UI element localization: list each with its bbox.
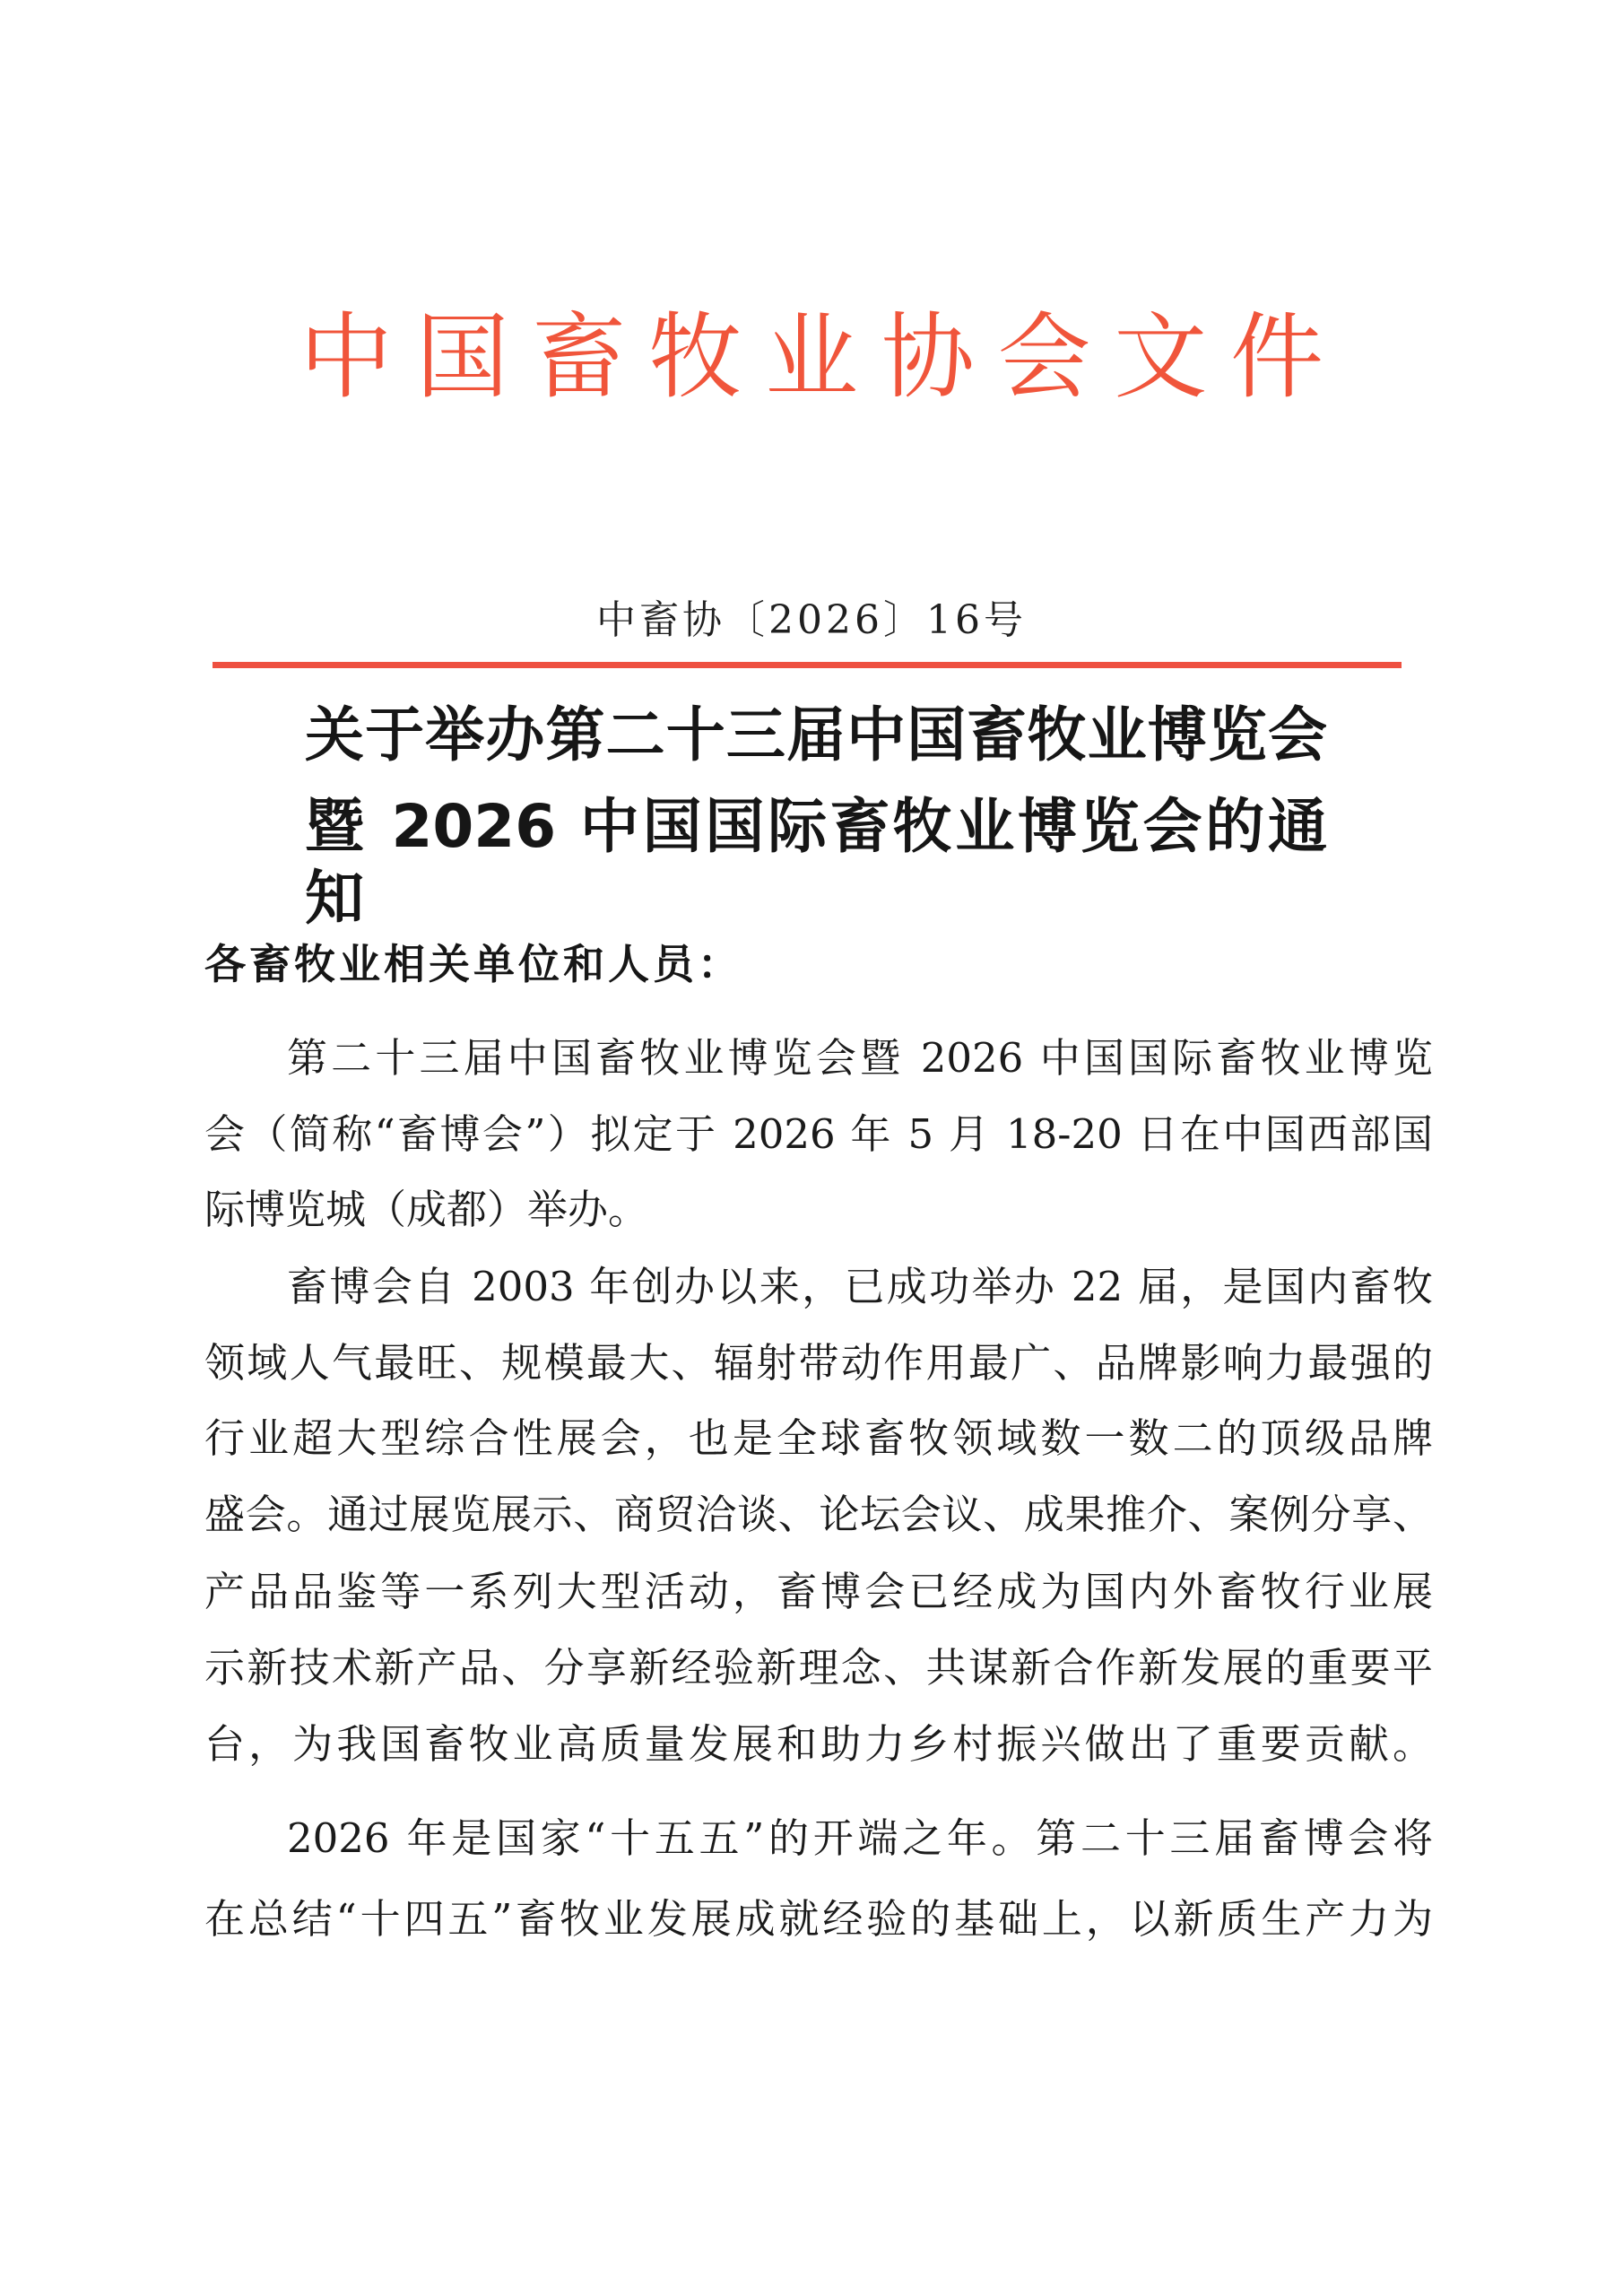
masthead-char: 业 [764,302,858,412]
document-masthead [296,301,1327,413]
masthead-char: 文 [1114,302,1208,412]
paragraph-2-line: 盛会。通过展览展示、商贸洽谈、论坛会议、成果推介、案例分享、 [204,1491,1433,1538]
paragraph-2-line: 台，为我国畜牧业高质量发展和助力乡村振兴做出了重要贡献。 [204,1720,1433,1768]
masthead-char: 牧 [648,302,742,412]
masthead-char: 畜 [532,302,626,412]
document-title-line-1: 关于举办第二十三届中国畜牧业博览会 [305,700,1327,770]
red-divider [213,662,1402,668]
document-number: 中畜协〔2026〕16号 [596,597,1027,643]
paragraph-1-line: 第二十三届中国畜牧业博览会暨 2026 中国国际畜牧业博览 [287,1034,1433,1082]
salutation: 各畜牧业相关单位和人员： [204,940,742,988]
paragraph-3-line: 在总结“十四五”畜牧业发展成就经验的基础上，以新质生产力为 [204,1895,1433,1943]
masthead-char: 协 [881,302,975,412]
paragraph-3-line: 2026 年是国家“十五五”的开端之年。第二十三届畜博会将 [287,1814,1433,1862]
paragraph-2-line: 畜博会自 2003 年创办以来，已成功举办 22 届，是国内畜牧 [287,1263,1433,1310]
paragraph-2-line: 领域人气最旺、规模最大、辐射带动作用最广、品牌影响力最强的 [204,1339,1433,1387]
masthead-char: 件 [1229,302,1324,412]
paragraph-1-line: 际博览城（成都）举办。 [204,1186,649,1233]
masthead-char: 国 [415,302,509,412]
paragraph-2-line: 示新技术新产品、分享新经验新理念、共谋新合作新发展的重要平 [204,1644,1433,1692]
masthead-char: 中 [299,302,393,412]
paragraph-2-line: 行业超大型综合性展会，也是全球畜牧领域数一数二的顶级品牌 [204,1414,1433,1462]
masthead-char: 会 [997,302,1091,412]
paragraph-1-line: 会（简称“畜博会”）拟定于 2026 年 5 月 18-20 日在中国西部国 [204,1110,1433,1158]
document-title-line-2: 暨 2026 中国国际畜牧业博览会的通知 [305,792,1327,933]
paragraph-2-line: 产品品鉴等一系列大型活动，畜博会已经成为国内外畜牧行业展 [204,1568,1433,1615]
